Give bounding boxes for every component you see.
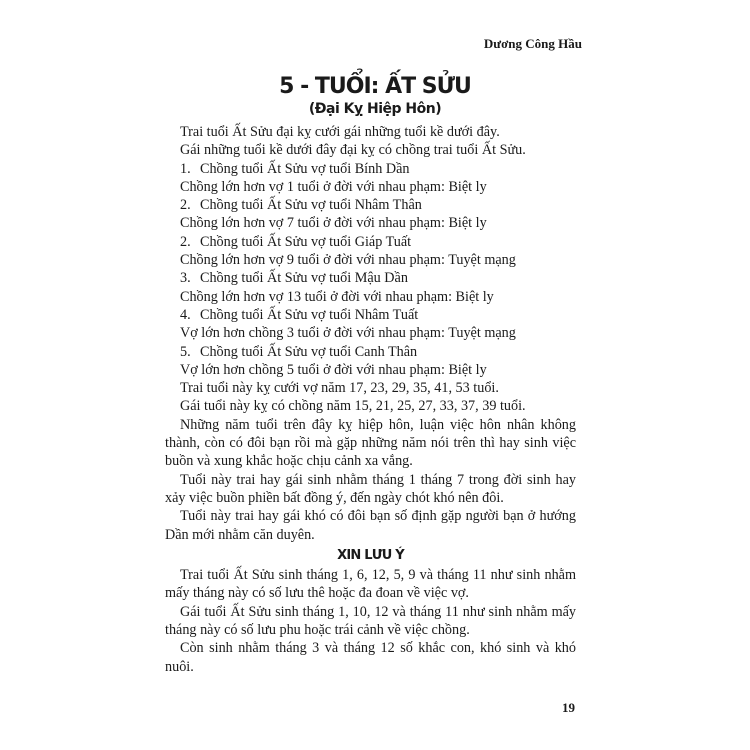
chapter-subtitle: (Đại Kỵ Hiệp Hôn) <box>308 101 442 117</box>
list-note: Vợ lớn hơn chồng 3 tuổi ở đời với nhau phạm: Tuyệt mạng <box>180 325 516 342</box>
list-text: Chồng tuổi Ất Sửu vợ tuổi Canh Thân <box>200 343 418 360</box>
list-item <box>165 269 576 287</box>
list-note: Chồng lớn hơn vợ 1 tuổi ở đời với nhau phạm: Biệt ly <box>180 178 487 195</box>
list-text: Chồng tuổi Ất Sửu vợ tuổi Nhâm Thân <box>200 197 422 214</box>
note-paragraph: Còn sinh nhằm tháng 3 và tháng 12 số khắc con, khó sinh và khó nuôi. <box>165 640 576 675</box>
list-number: 2. <box>180 197 191 214</box>
page-number: 19 <box>562 700 575 715</box>
list-item <box>165 306 576 324</box>
note-heading: XIN LƯU Ý <box>337 547 404 563</box>
intro-line: Trai tuổi Ất Sửu đại kỵ cưới gái những tuổi kề dưới đây. <box>180 124 500 140</box>
list-text: Chồng tuổi Ất Sửu vợ tuổi Nhâm Tuất <box>200 306 419 323</box>
list-number: 2. <box>180 233 191 250</box>
list-number: 4. <box>180 306 191 323</box>
list-note: Chồng lớn hơn vợ 7 tuổi ở đời với nhau phạm: Biệt ly <box>180 215 487 232</box>
paragraph: Những năm tuổi trên đây kỵ hiệp hôn, luận việc hôn nhân không thành, còn có đôi bạn rồi mà gặp những năm nói trên thì hay sinh việc buồn và xung khắc hoặc chịu cảnh xa vắng. <box>165 416 576 470</box>
note-paragraph: Trai tuổi Ất Sửu sinh tháng 1, 6, 12, 5, 9 và tháng 11 như sinh nhằm mấy tháng này có số lưu thê hoặc đa đoan về việc vợ. <box>165 567 576 602</box>
paragraph: Tuổi này trai hay gái khó có đôi bạn số định gặp người bạn ở hướng Dần mới nhằm căn duyên. <box>165 508 576 543</box>
list-number: 3. <box>180 270 191 287</box>
list-text: Chồng tuổi Ất Sửu vợ tuổi Mậu Dần <box>200 270 408 287</box>
page-body <box>165 123 576 676</box>
list-item <box>165 196 576 214</box>
list-item <box>165 160 576 178</box>
running-header-author: Dương Công Hầu <box>483 36 582 51</box>
note-paragraph: Gái tuổi Ất Sửu sinh tháng 1, 10, 12 và tháng 11 như sinh nhằm mấy tháng này có số lưu phu hoặc trái cảnh về việc chồng. <box>165 603 576 639</box>
list-text: Chồng tuổi Ất Sửu vợ tuổi Giáp Tuất <box>200 233 412 250</box>
intro-line: Gái những tuổi kề dưới đây đại kỵ có chồng trai tuổi Ất Sửu. <box>180 142 526 159</box>
list-note: Vợ lớn hơn chồng 5 tuổi ở đời với nhau phạm: Biệt ly <box>180 361 487 378</box>
list-text: Chồng tuổi Ất Sửu vợ tuổi Bính Dần <box>200 160 410 177</box>
paragraph: Trai tuổi này kỵ cưới vợ năm 17, 23, 29, 35, 41, 53 tuổi. <box>180 380 499 397</box>
paragraph: Tuổi này trai hay gái sinh nhằm tháng 1 tháng 7 trong đời sinh hay xảy việc buồn phiền bất đồng ý, đến ngày chót khó nên đôi. <box>165 471 576 506</box>
list-number: 5. <box>180 343 191 360</box>
list-note: Chồng lớn hơn vợ 13 tuổi ở đời với nhau phạm: Biệt ly <box>180 288 494 305</box>
list-item <box>165 343 576 361</box>
paragraph: Gái tuổi này kỵ có chồng năm 15, 21, 25, 27, 33, 37, 39 tuổi. <box>180 398 526 415</box>
list-number: 1. <box>180 160 191 177</box>
chapter-title: 5 - TUỔI: ẤT SỬU <box>279 74 471 99</box>
list-item <box>165 233 576 251</box>
list-note: Chồng lớn hơn vợ 9 tuổi ở đời với nhau phạm: Tuyệt mạng <box>180 252 516 269</box>
